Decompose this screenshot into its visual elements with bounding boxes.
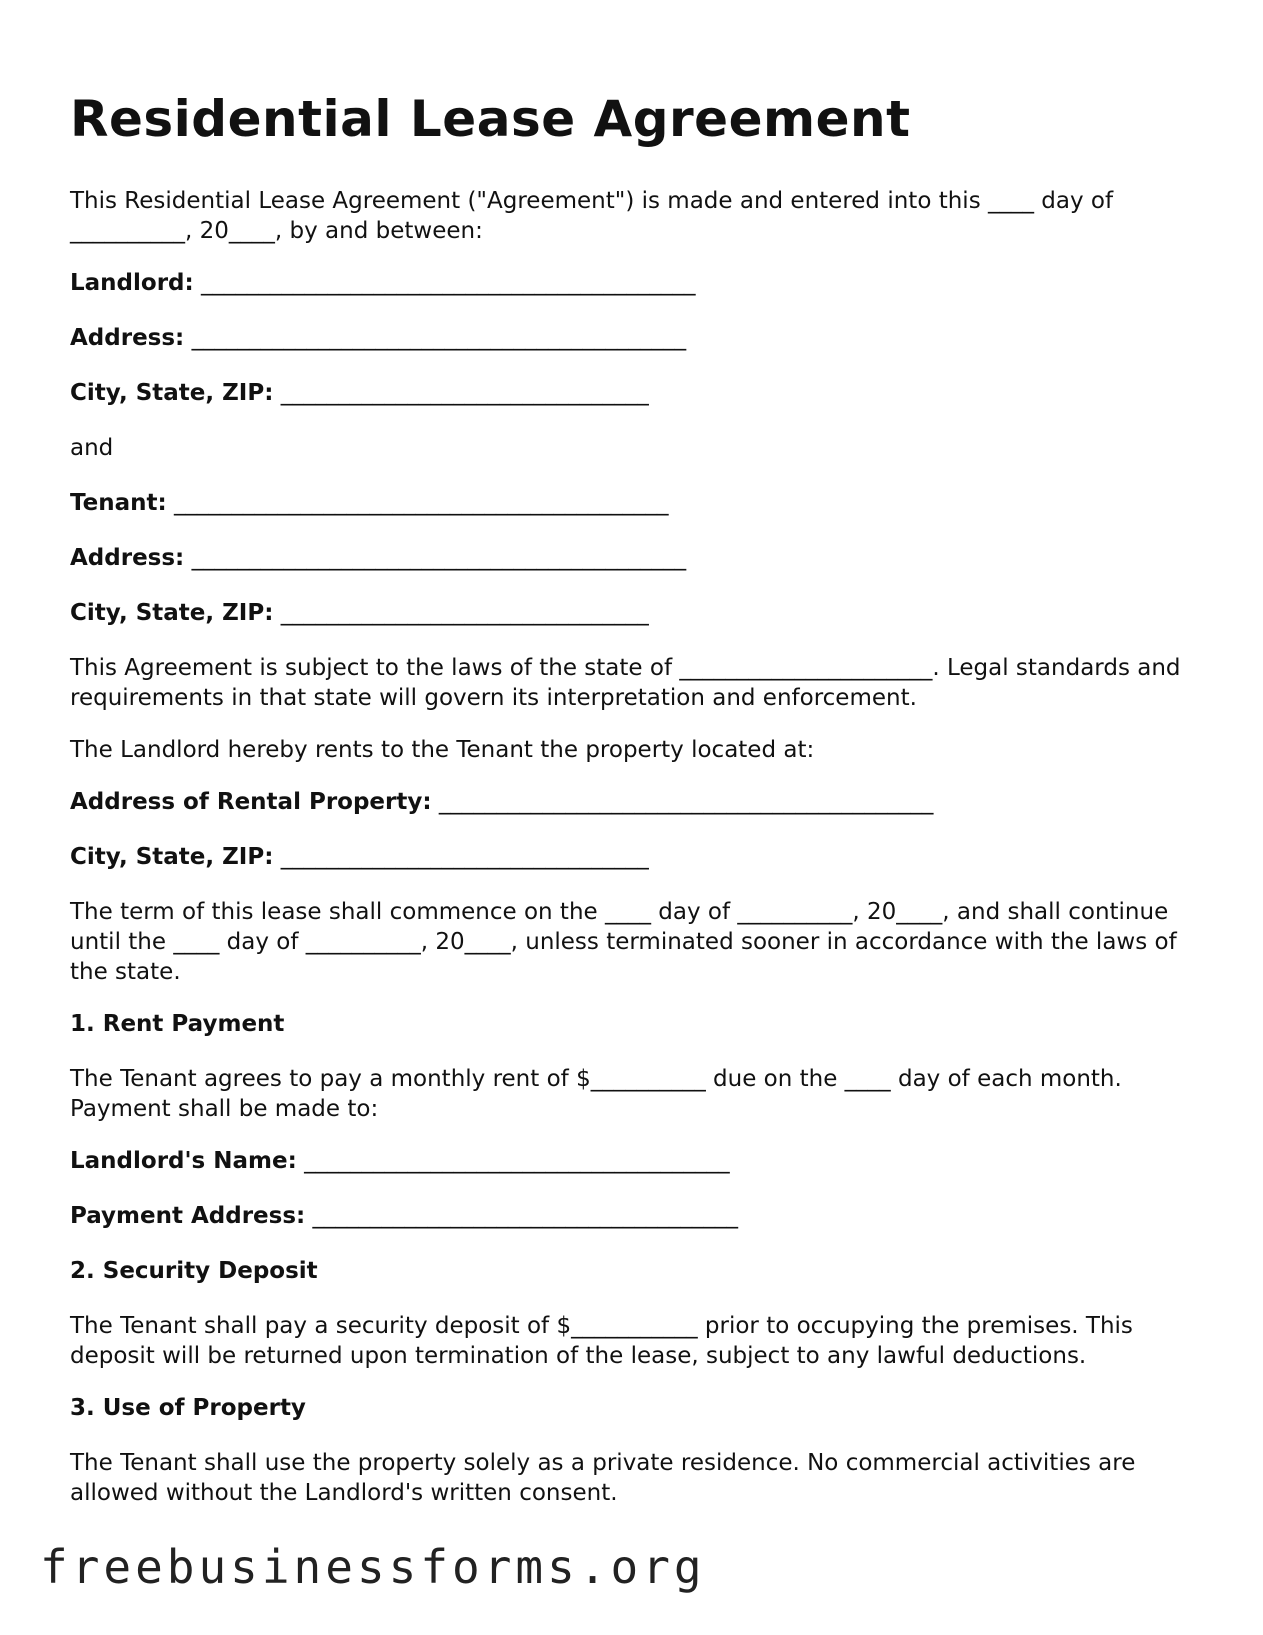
landlord-city-blank[interactable]: ________________________________ <box>280 380 649 406</box>
property-city-blank[interactable]: ________________________________ <box>280 844 649 870</box>
tenant-name-field <box>70 488 1210 518</box>
tenant-name-label: Tenant: <box>70 490 167 516</box>
deposit-paragraph: The Tenant shall pay a security deposit of $___________ prior to occupying the premises. This deposit will be returned upon termination of the lease, subject to any lawful deductions. <box>70 1313 1133 1369</box>
rents-paragraph: The Landlord hereby rents to the Tenant the property located at: <box>70 737 815 763</box>
property-city-label: City, State, ZIP: <box>70 844 274 870</box>
use-heading: 3. Use of Property <box>70 1395 306 1421</box>
document-title: Residential Lease Agreement <box>70 90 911 148</box>
landlord-city-field <box>70 378 1210 408</box>
tenant-address-label: Address: <box>70 545 185 571</box>
property-city-field <box>70 842 1210 872</box>
tenant-address-field <box>70 543 1210 573</box>
rent-paragraph: The Tenant agrees to pay a monthly rent of $__________ due on the ____ day of each month. Payment shall be made to: <box>70 1066 1122 1122</box>
landlord-payee-name-label: Landlord's Name: <box>70 1148 297 1174</box>
term-paragraph: The term of this lease shall commence on the ____ day of __________, 20____, and shall continue until the ____ day of __________, 20____, unless terminated sooner in accordance with the laws of the state. <box>70 899 1177 985</box>
landlord-name-blank[interactable]: ___________________________________________ <box>201 270 696 296</box>
landlord-name-label: Landlord: <box>70 270 194 296</box>
tenant-address-blank[interactable]: ___________________________________________ <box>191 545 687 571</box>
property-address-label: Address of Rental Property: <box>70 789 432 815</box>
deposit-heading: 2. Security Deposit <box>70 1258 318 1284</box>
tenant-name-blank[interactable]: ___________________________________________ <box>174 490 669 516</box>
tenant-city-field <box>70 598 1210 628</box>
landlord-name-field <box>70 268 1210 298</box>
and-text: and <box>70 435 114 461</box>
landlord-payee-name-field <box>70 1146 1210 1176</box>
property-address-field <box>70 787 1210 817</box>
property-address-blank[interactable]: ___________________________________________ <box>438 789 934 815</box>
landlord-address-field <box>70 323 1210 353</box>
watermark-text: freebusinessforms.org <box>40 1540 706 1594</box>
use-paragraph: The Tenant shall use the property solely as a private residence. No commercial activities are allowed without the Landlord's written consent. <box>70 1450 1136 1506</box>
rent-heading: 1. Rent Payment <box>70 1011 285 1037</box>
landlord-address-label: Address: <box>70 325 185 351</box>
payment-address-label: Payment Address: <box>70 1203 306 1229</box>
landlord-payee-name-blank[interactable]: _____________________________________ <box>304 1148 730 1174</box>
governing-law-paragraph: This Agreement is subject to the laws of the state of ______________________. Legal standards and requirements in that state will govern its interpretation and enforcement. <box>70 655 1181 711</box>
intro-paragraph: This Residential Lease Agreement ("Agreement") is made and entered into this ____ day of __________, 20____, by and between: <box>70 188 1114 244</box>
tenant-city-blank[interactable]: ________________________________ <box>280 600 649 626</box>
document-page <box>70 84 1210 1530</box>
tenant-city-label: City, State, ZIP: <box>70 600 274 626</box>
payment-address-blank[interactable]: _____________________________________ <box>312 1203 739 1229</box>
payment-address-field <box>70 1201 1210 1231</box>
landlord-address-blank[interactable]: ___________________________________________ <box>191 325 687 351</box>
landlord-city-label: City, State, ZIP: <box>70 380 274 406</box>
